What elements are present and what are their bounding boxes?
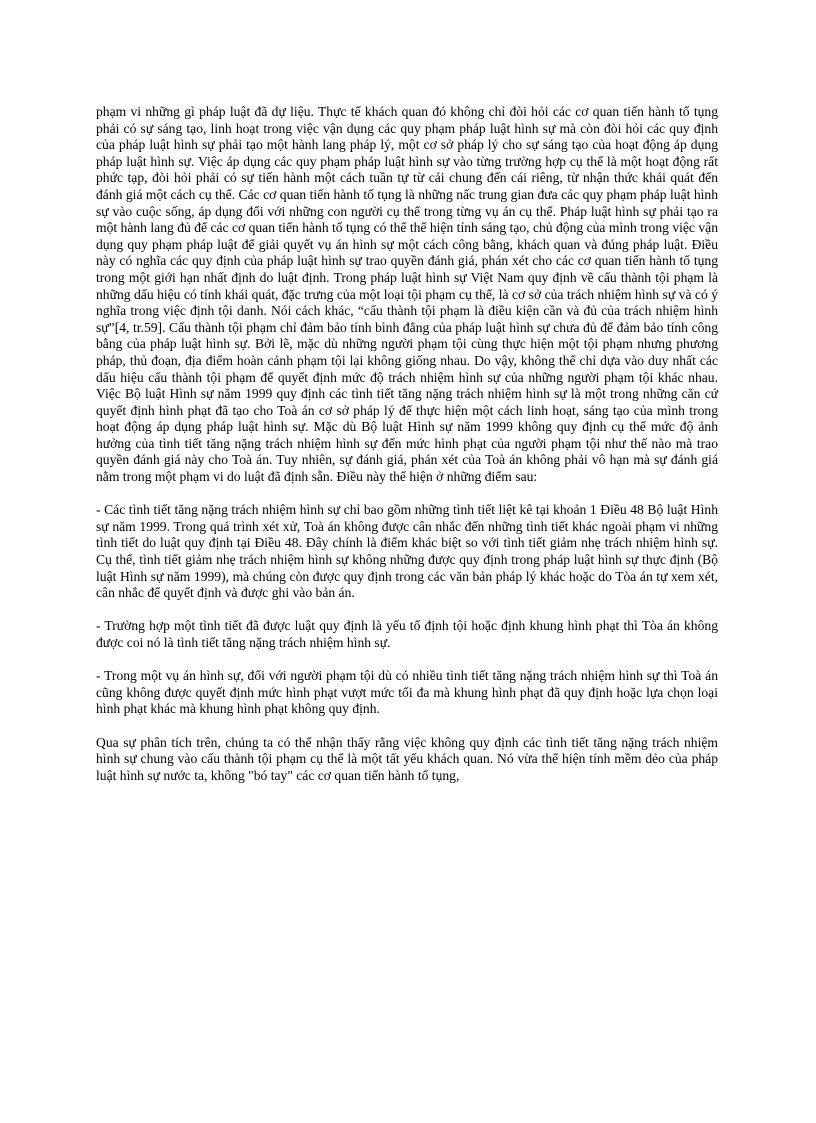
body-paragraph: Qua sự phân tích trên, chúng ta có thể nhận thấy rằng việc không quy định các tình tiết tăng nặng trách nhiệm hình sự chung vào cấu thành tội phạm cụ thể là một tất yếu khách quan. Nó vừa thể hiện tính mềm dẻo của pháp luật hình sự nước ta, không "bó tay" các cơ quan tiến hành tố tụng, — [96, 734, 718, 783]
list-item: - Các tình tiết tăng nặng trách nhiệm hình sự chỉ bao gồm những tình tiết liệt kê tại khoản 1 Điều 48 Bộ luật Hình sự năm 1999. Trong quá trình xét xử, Toà án không được cân nhắc đến những tình tiết khác ngoài phạm vi những tình tiết do luật quy định tại Điều 48. Đây chính là điểm khác biệt so với tình tiết giảm nhẹ trách nhiệm hình sự. Cụ thể, tình tiết giảm nhẹ trách nhiệm hình sự không những được quy định trong pháp luật hình sự thực định (Bộ luật Hình sự năm 1999), mà chúng còn được quy định trong các văn bản pháp lý khác hoặc do Tòa án tự xem xét, cân nhắc để quyết định và được ghi vào bản án. — [96, 502, 718, 601]
document-page — [96, 104, 718, 801]
list-item: - Trong một vụ án hình sự, đối với người phạm tội dù có nhiều tình tiết tăng nặng trách nhiệm hình sự thì Toà án cũng không được quyết định mức hình phạt vượt mức tối đa mà khung hình phạt đã quy định hoặc lựa chọn loại hình phạt khác mà khung hình phạt không quy định. — [96, 668, 718, 717]
list-item: - Trường hợp một tình tiết đã được luật quy định là yếu tố định tội hoặc định khung hình phạt thì Tòa án không được coi nó là tình tiết tăng nặng trách nhiệm hình sự. — [96, 618, 718, 650]
body-paragraph: phạm vi những gì pháp luật đã dự liệu. Thực tế khách quan đó không chỉ đòi hỏi các cơ quan tiến hành tố tụng phải có sự sáng tạo, linh hoạt trong việc vận dụng các quy phạm pháp luật hình sự mà còn đòi hỏi các quy định của pháp luật hình sự phải tạo một hành lang pháp lý, một cơ sở pháp lý cho sự sáng tạo của hoạt động áp dụng pháp luật hình sự. Việc áp dụng các quy phạm pháp luật hình sự vào từng trường hợp cụ thể là một hoạt động rất phức tạp, đòi hỏi phải có sự tiến hành một cách tuần tự từ cái chung đến cái riêng, từ nhận thức khái quát đến đánh giá một cách cụ thể. Các cơ quan tiến hành tố tụng là những nấc trung gian đưa các quy phạm pháp luật hình sự vào cuộc sống, áp dụng đối với những con người cụ thể trong từng vụ án cụ thể. Pháp luật hình sự phải tạo ra một hành lang đủ để các cơ quan tiến hành tố tụng có thể thể hiện tính sáng tạo, chủ động của mình trong việc vận dụng quy phạm pháp luật để giải quyết vụ án hình sự một cách công bằng, khách quan và đúng pháp luật. Điều này có nghĩa các quy định của pháp luật hình sự trao quyền đánh giá, phán xét cho các cơ quan tiến hành tố tụng trong một giới hạn nhất định do luật định. Trong pháp luật hình sự Việt Nam quy định về cấu thành tội phạm là những dấu hiệu có tính khái quát, đặc trưng của một loại tội phạm cụ thể, là cơ sở của trách nhiệm hình sự và có ý nghĩa trong việc định tội danh. Nói cách khác, “cấu thành tội phạm là điều kiện cần và đủ của trách nhiệm hình sự”[4, tr.59]. Cấu thành tội phạm chỉ đảm bảo tính bình đẳng của pháp luật hình sự chưa đủ để đảm bảo tính công bằng của pháp luật hình sự. Bởi lẽ, mặc dù những người phạm tội cùng thực hiện một tội phạm nhưng phương pháp, thủ đoạn, địa điểm hoàn cảnh phạm tội lại không giống nhau. Do vậy, không thể chỉ dựa vào duy nhất các dấu hiệu cấu thành tội phạm để quyết định mức độ trách nhiệm hình sự của những người phạm tội khác nhau. Việc Bộ luật Hình sự năm 1999 quy định các tình tiết tăng nặng trách nhiệm hình sự là một trong những căn cứ quyết định hình phạt đã tạo cho Toà án cơ sở pháp lý để thực hiện một cách linh hoạt, sáng tạo của mình trong hoạt động áp dụng pháp luật hình sự. Mặc dù Bộ luật Hình sự năm 1999 không quy định cụ thể mức độ ảnh hưởng của tình tiết tăng nặng trách nhiệm hình sự đến mức hình phạt của người phạm tội như thế nào mà trao quyền đánh giá này cho Toà án. Tuy nhiên, sự đánh giá, phán xét của Toà án không phải vô hạn mà sự đánh giá nằm trong một phạm vi do luật đã định sẵn. Điều này thể hiện ở những điểm sau: — [96, 104, 718, 485]
